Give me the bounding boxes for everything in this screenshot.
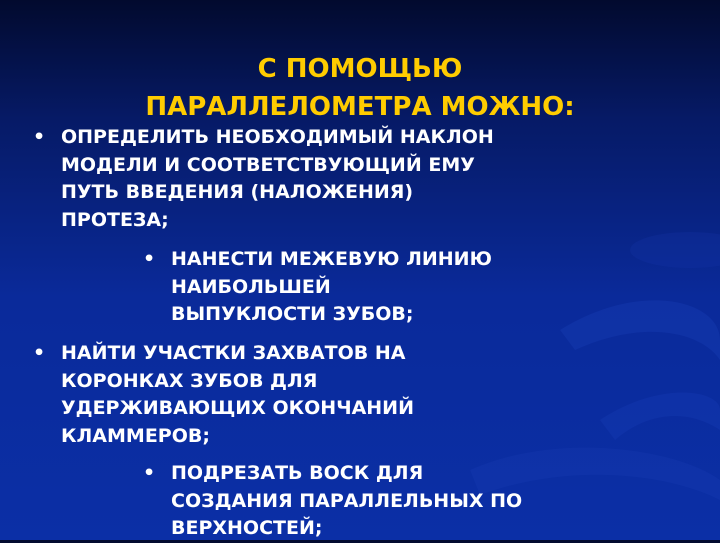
bullet-4-line-2: СОЗДАНИЯ ПАРАЛЛЕЛЬНЫХ ПО — [171, 489, 523, 512]
bullet-2-line-1: НАНЕСТИ МЕЖЕВУЮ ЛИНИЮ — [171, 248, 492, 270]
bullet-3-line-4: КЛАММЕРОВ; — [61, 424, 210, 447]
bullet-marker: • — [143, 462, 156, 484]
bullet-4-line-1: ПОДРЕЗАТЬ ВОСК ДЛЯ — [171, 462, 424, 484]
bullet-item-3 — [33, 340, 414, 450]
slide-title-line-2: ПАРАЛЛЕЛОМЕТРА МОЖНО: — [145, 92, 575, 122]
bullet-3-line-3: УДЕРЖИВАЮЩИХ ОКОНЧАНИЙ — [61, 397, 414, 419]
slide-title — [0, 50, 720, 126]
bullet-marker: • — [143, 248, 156, 270]
bullet-item-2 — [143, 246, 492, 329]
slide-title-line-1: С ПОМОЩЬЮ — [257, 54, 463, 84]
bullet-1-line-4: ПРОТЕЗА; — [61, 208, 169, 231]
bullet-3-line-1: НАЙТИ УЧАСТКИ ЗАХВАТОВ НА — [61, 342, 406, 364]
bullet-3-line-2: КОРОНКАХ ЗУБОВ ДЛЯ — [61, 369, 318, 392]
bullet-1-line-2: МОДЕЛИ И СООТВЕТСТВУЮЩИЙ ЕМУ — [61, 153, 475, 176]
bullet-2-line-2: НАИБОЛЬШЕЙ — [171, 275, 331, 298]
bullet-1-line-1: ОПРЕДЕЛИТЬ НЕОБХОДИМЫЙ НАКЛОН — [61, 126, 494, 148]
bullet-2-line-3: ВЫПУКЛОСТИ ЗУБОВ; — [171, 303, 414, 325]
bullet-item-4 — [143, 460, 523, 543]
bullet-4-line-3: ВЕРХНОСТЕЙ; — [171, 517, 323, 539]
bullet-item-1 — [33, 124, 494, 234]
bullet-marker: • — [33, 342, 46, 364]
bullet-marker: • — [33, 126, 46, 148]
bullet-1-line-3: ПУТЬ ВВЕДЕНИЯ (НАЛОЖЕНИЯ) — [61, 181, 414, 203]
